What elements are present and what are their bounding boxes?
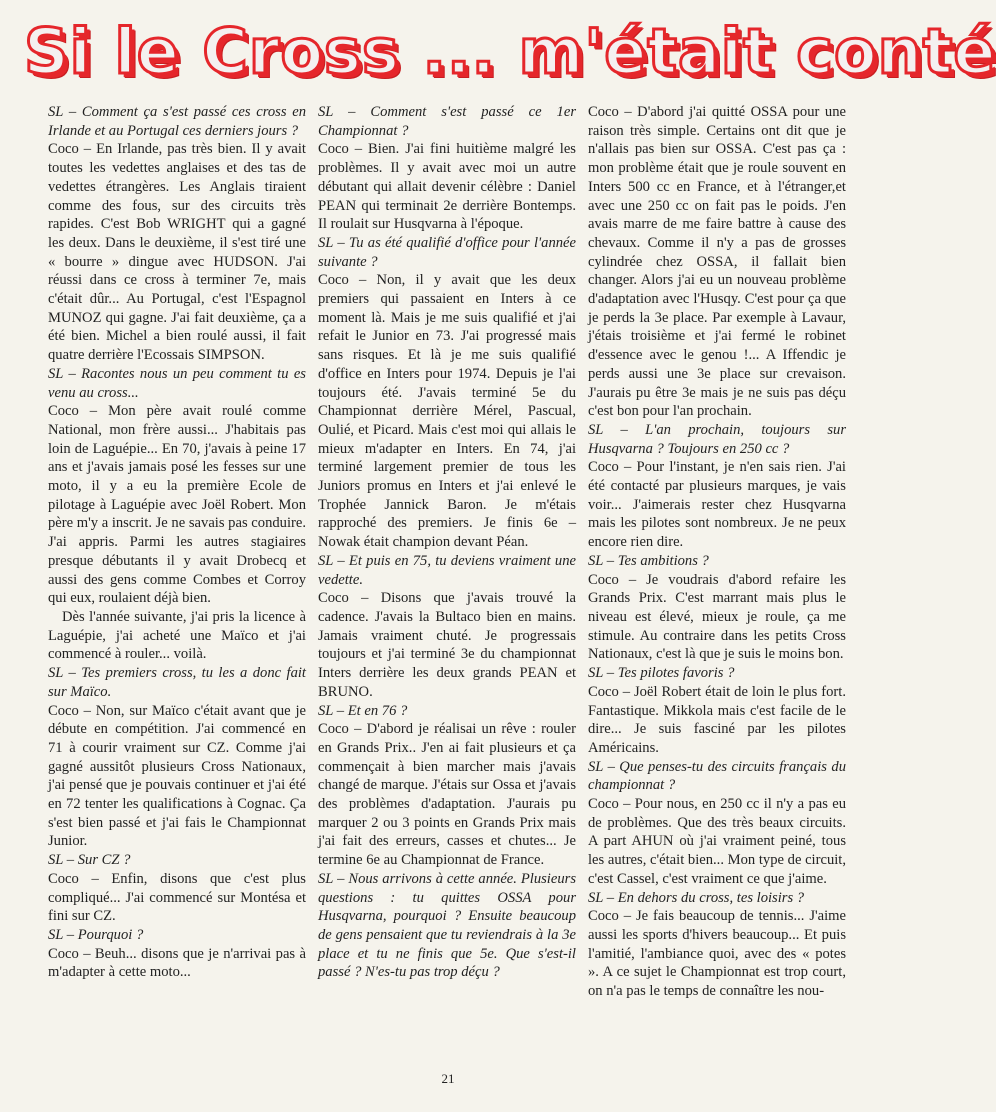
interview-answer: Coco – Mon père avait roulé comme National, mon frère aussi... J'habitais pas loin de Laguépie... En 70, j'avais à peine 17 ans et j'avais jamais posé les fesses sur une moto, il y a eu la première Ecole de pilotage à Laguépie avec Joël Robert. Mon père m'y a inscrit. Je ne savais pas conduire. J'ai appris. Parmi les autres stagiaires presque débutants il y avait Drobecq et aussi des gens comme Combes et Corroy qui eux, roulaient déjà bien. (48, 403, 306, 607)
column-1 (48, 103, 306, 1053)
interview-question: SL – Racontes nous un peu comment tu es venu au cross... (48, 365, 306, 401)
interview-answer: Coco – En Irlande, pas très bien. Il y avait toutes les vedettes anglaises et des tas de vedettes étrangères. Les Anglais tiraient comme des fous, sur des circuits très rapides. C'est Bob WRIGHT qui a gagné les deux. Dans le deuxième, il s'est tiré une « bourre » dingue avec HUDSON. J'ai réussi dans ce cross à terminer 7e, mais c'était dûr... Au Portugal, c'est l'Espagnol MUNOZ qui gagne. J'ai fait deuxième, ça a été bien. Michel a bien roulé aussi, il fait quatre derrière l'Ecossais SIMPSON. (48, 141, 306, 364)
interview-question: SL – En dehors du cross, tes loisirs ? (588, 889, 805, 906)
interview-answer: Coco – Beuh... disons que je n'arrivai pas à m'adapter à cette moto... (48, 945, 306, 981)
interview-question: SL – Tu as été qualifié d'office pour l'année suivante ? (318, 234, 576, 270)
column-2 (318, 103, 576, 1053)
interview-answer: Coco – Je fais beaucoup de tennis... J'aime aussi les sports d'hivers beaucoup... Et puis l'amitié, l'ambiance quoi, avec des « potes ». A ce sujet le Championnat est trop court, on n'a pas le temps de connaître les nou- (588, 908, 846, 1000)
interview-question: SL – Nous arrivons à cette année. Plusieurs questions : tu quittes OSSA pour Husqvarna, pourquoi ? Ensuite beaucoup de gens pensaient que tu reviendrais à la 3e place et tu ne finis que 5e. Que s'est-il passé ? N'es-tu pas trop déçu ? (318, 870, 576, 981)
page-number: 21 (441, 1071, 455, 1086)
interview-answer: Coco – Bien. J'ai fini huitième malgré les problèmes. Il y avait avec moi un autre débutant qui allait devenir célèbre : Daniel PEAN qui terminait 2e derrière Bontemps. Il roulait sur Husqvarna à l'époque. (318, 141, 576, 233)
interview-answer: Coco – D'abord j'ai quitté OSSA pour une raison très simple. Certains ont dit que je n'allais pas bien sur OSSA. C'est pas ça : mon problème était que je roule souvent en Inters 500 cc en France, et à l'étranger,et avec une 250 cc on fait pas le poids. J'en avais marre de me faire battre à cause des chevaux. Comme il n'y a pas de grosses cylindrée chez OSSA, il fallait bien changer. Alors j'ai eu un nouveau problème d'adaptation avec l'Husqy. C'est pour ça que je perds la 3e place. Par exemple à Lavaur, j'étais troisième et j'ai fermé le robinet d'essence avec le genou !... A Iffendic je perds aussi une 3e place sur crevaison. J'aurais pu être 3e mais je ne suis pas déçu c'est bon pour l'an prochain. (588, 104, 846, 420)
interview-answer: Coco – Joël Robert était de loin le plus fort. Fantastique. Mikkola mais c'est facile de le dire... Je suis fasciné par les pilotes Américains. (588, 683, 846, 756)
interview-question: SL – Et en 76 ? (318, 702, 408, 719)
interview-question: SL – Sur CZ ? (48, 852, 131, 869)
interview-answer: Coco – Pour nous, en 250 cc il n'y a pas eu de problèmes. Que des très beaux circuits. A part AHUN où j'ai vraiment peiné, tous les autres, c'était bien... Mon type de circuit, c'est Cassel, c'est vraiment ce que j'aime. (588, 796, 846, 887)
interview-question: SL – Tes pilotes favoris ? (588, 665, 735, 682)
interview-question: SL – Tes ambitions ? (588, 552, 709, 569)
interview-answer: Coco – Disons que j'avais trouvé la cadence. J'avais la Bultaco bien en mains. Jamais vraiment chuté. Je progressais toujours et j'ai terminé 3e du championnat Inters derrière les deux grands PEAN et BRUNO. (318, 590, 576, 700)
interview-answer: Coco – Non, il y avait que les deux premiers qui passaient en Inters à ce moment là. Mais je me suis qualifié et j'ai refait le Junior en 73. J'ai progressé mais sans risques. Et là je me suis qualifié d'office en Inters pour 1974. Depuis je l'ai toujours été. J'avais terminé 5e du Championnat derrière Mérel, Pascual, Oulié, et Picard. Mais c'est moi qui allais le mieux m'adapter en Inters. En 74, j'ai terminé largement premier de tous les Juniors promus en Inters et j'ai enlevé le Trophée Jannick Baron. Je m'étais rapproché des premiers. Je finis 6e – Nowak était champion devant Péan. (318, 272, 576, 551)
interview-question: SL – Et puis en 75, tu deviens vraiment une vedette. (318, 552, 576, 588)
interview-question: SL – Que penses-tu des circuits français du championnat ? (588, 758, 846, 794)
interview-question: SL – Comment s'est passé ce 1er Championnat ? (318, 104, 576, 139)
interview-question: SL – L'an prochain, toujours sur Husqvarna ? Toujours en 250 cc ? (588, 421, 846, 457)
article-body (48, 103, 884, 1053)
interview-answer: Coco – Pour l'instant, je n'en sais rien. J'ai été contacté par plusieurs marques, je vais voir... J'aimerais rester chez Husqvarna mais les pilotes sont nombreux. Je ne peux encore rien dire. (588, 459, 846, 551)
interview-answer: Coco – Enfin, disons que c'est plus compliqué... J'ai commencé sur Montésa et fini sur CZ. (48, 870, 306, 925)
interview-answer: Coco – D'abord je réalisai un rêve : rouler en Grands Prix.. J'en ai fait plusieurs et ça commençait à bien marcher mais j'avais changé de marque. J'étais sur Ossa et j'avais des problèmes d'adaptation. J'aurais pu marquer 2 ou 3 points en Grands Prix mais j'ai fait des erreurs, casses et chutes... Je termine 6e au Championnat de France. (318, 721, 576, 869)
interview-question: SL – Pourquoi ? (48, 926, 144, 943)
interview-question: SL – Tes premiers cross, tu les a donc fait sur Maïco. (48, 665, 306, 700)
column-3 (588, 103, 846, 1053)
interview-answer: Coco – Non, sur Maïco c'était avant que je débute en compétition. J'ai commencé en 71 à courir vraiment sur CZ. Comme j'ai gagné aussitôt plusieurs Cross Nationaux, j'ai pensé que je pouvais continuer et j'ai été en 72 tenter les qualifications à Cognac. Ça s'est bien passé et j'ai fais le Championnat Junior. (48, 702, 306, 850)
article-title: Si le Cross ... m'était conté (24, 15, 996, 88)
interview-question: SL – Comment ça s'est passé ces cross en Irlande et au Portugal ces derniers jours ? (48, 104, 306, 139)
interview-answer: Coco – Je voudrais d'abord refaire les Grands Prix. C'est marrant mais plus le niveau est élevé, mieux je roule, ça me stimule. Au contraire dans les petits Cross Nationaux, c'est là que je suis le moins bon. (588, 571, 846, 663)
interview-answer: Dès l'année suivante, j'ai pris la licence à Laguépie, j'ai acheté une Maïco et j'ai commencé à rouler... voilà. (48, 608, 306, 663)
